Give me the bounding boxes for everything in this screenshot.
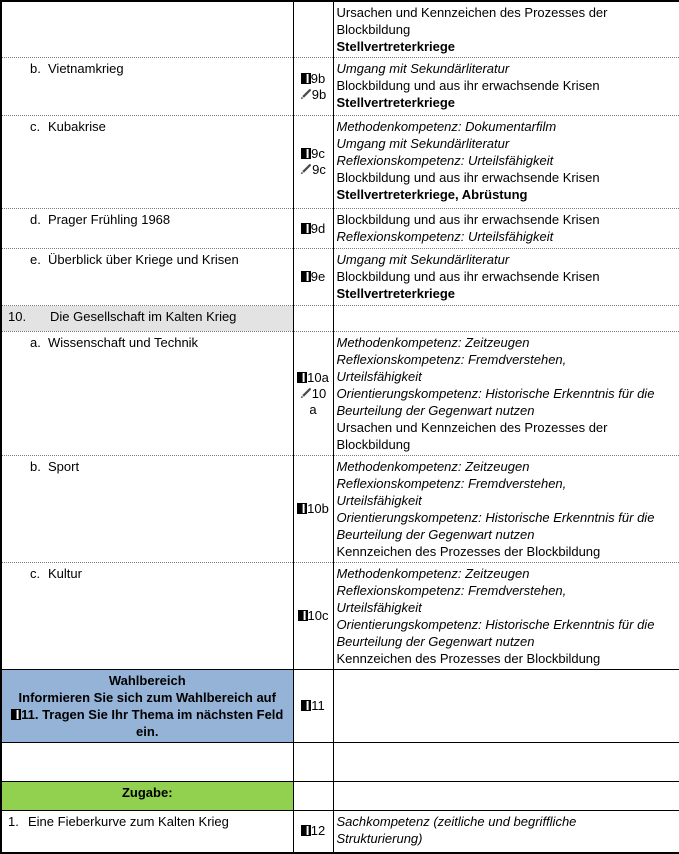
content-line: Sachkompetenz (zeitliche und begriffliche: [336, 814, 577, 829]
content-line: Urteilsfähigkeit: [336, 493, 422, 508]
list-marker: c.: [30, 119, 41, 134]
row-empty: [1, 743, 679, 782]
topic-cell[interactable]: [1, 1, 293, 58]
video-icon: [297, 372, 307, 383]
ref-cell[interactable]: [293, 306, 333, 332]
row-wahlbereich: [1, 670, 679, 743]
ref-number: 9c: [312, 162, 326, 177]
topic-cell[interactable]: [1, 116, 293, 209]
zugabe-label: Zugabe:: [121, 785, 173, 800]
content-line: Reflexionskompetenz: Urteilsfähigkeit: [336, 153, 554, 168]
ref-cell[interactable]: [293, 743, 333, 782]
content-line: Stellvertreterkriege: [336, 39, 456, 54]
ref-number: 9d: [310, 220, 326, 236]
topic-cell[interactable]: [1, 58, 293, 116]
content-line: Blockbildung und aus ihr erwachsende Krisen: [336, 269, 600, 284]
competency-cell[interactable]: [333, 670, 679, 743]
competency-cell[interactable]: [333, 249, 679, 306]
ref-cell[interactable]: [293, 209, 333, 249]
content-line: Ursachen und Kennzeichen des Prozesses der: [336, 420, 608, 435]
video-ref[interactable]: [295, 269, 332, 285]
pencil-icon: [300, 387, 312, 399]
content-line: Blockbildung und aus ihr erwachsende Krisen: [336, 78, 600, 93]
ref-cell[interactable]: [293, 811, 333, 853]
row-sport: [1, 456, 679, 563]
content-line: Stellvertreterkriege: [336, 95, 456, 110]
pencil-icon: [300, 88, 312, 100]
list-marker: a.: [30, 335, 41, 350]
video-icon: [301, 825, 311, 836]
content-line: Orientierungskompetenz: Historische Erkenntnis für die: [336, 617, 655, 632]
list-marker: b.: [30, 61, 41, 76]
video-icon: [298, 610, 308, 621]
section-header-cell[interactable]: [1, 306, 293, 332]
ref-cell[interactable]: [293, 58, 333, 116]
row-section-gesellschaft: [1, 306, 679, 332]
competency-cell[interactable]: [333, 563, 679, 670]
ref-number-wrap: a: [309, 401, 317, 417]
competency-cell[interactable]: [333, 116, 679, 209]
content-line: Reflexionskompetenz: Fremdverstehen,: [336, 583, 567, 598]
content-line: Blockbildung: [336, 437, 411, 452]
content-line: Reflexionskompetenz: Fremdverstehen,: [336, 352, 567, 367]
video-ref[interactable]: [295, 823, 332, 839]
ref-cell[interactable]: [293, 116, 333, 209]
list-marker: e.: [30, 252, 41, 267]
content-line: Methodenkompetenz: Zeitzeugen: [336, 459, 530, 474]
topic-cell[interactable]: [1, 456, 293, 563]
ref-number: 11: [311, 698, 325, 713]
row-kubakrise: [1, 116, 679, 209]
ref-number: 9c: [311, 146, 325, 161]
topic-label: Kultur: [48, 566, 82, 581]
ref-number: 12: [310, 823, 326, 839]
topic-label: Sport: [48, 459, 80, 474]
topic-label: Überblick über Kriege und Krisen: [48, 252, 239, 267]
video-icon: [301, 700, 311, 711]
video-icon: [301, 223, 311, 234]
content-line: Stellvertreterkriege, Abrüstung: [336, 187, 528, 202]
row-wissenschaft-technik: [1, 332, 679, 456]
video-ref[interactable]: [295, 71, 332, 87]
wahlbereich-text-line: Informieren Sie sich zum Wahlbereich auf: [18, 690, 276, 705]
topic-cell[interactable]: [1, 563, 293, 670]
row-vietnamkrieg: [1, 58, 679, 116]
row-zugabe: [1, 782, 679, 811]
content-line: Beurteilung der Gegenwart nutzen: [336, 634, 535, 649]
topic-cell[interactable]: [1, 811, 293, 853]
video-icon: [301, 73, 311, 84]
wahlbereich-text-line: ein.: [136, 724, 159, 739]
wahlbereich-text-line: 11. Tragen Sie Ihr Thema im nächsten Feld: [4, 706, 291, 723]
competency-cell[interactable]: [333, 782, 679, 811]
content-line: Methodenkompetenz: Dokumentarfilm: [336, 119, 557, 134]
content-line: Urteilsfähigkeit: [336, 369, 422, 384]
section-title: Die Gesellschaft im Kalten Krieg: [50, 309, 237, 324]
competency-cell[interactable]: [333, 811, 679, 853]
list-marker: b.: [30, 459, 41, 474]
ref-cell[interactable]: [293, 563, 333, 670]
content-line: Orientierungskompetenz: Historische Erkenntnis für die: [336, 386, 655, 401]
topic-label: Prager Frühling 1968: [48, 212, 171, 227]
ref-cell[interactable]: [293, 249, 333, 306]
list-marker: d.: [30, 212, 41, 227]
pencil-ref[interactable]: [295, 162, 332, 178]
pencil-icon: [300, 163, 312, 175]
video-icon: [297, 503, 307, 514]
wahlbereich-title: Wahlbereich: [108, 673, 186, 688]
zugabe-cell[interactable]: [1, 782, 293, 811]
ref-cell[interactable]: [293, 1, 333, 58]
ref-cell[interactable]: [293, 456, 333, 563]
row-ueberblick: [1, 249, 679, 306]
pencil-ref[interactable]: [295, 386, 332, 402]
content-line: Orientierungskompetenz: Historische Erkenntnis für die: [336, 510, 655, 525]
section-number: 10.: [8, 309, 27, 324]
list-marker: c.: [30, 566, 41, 581]
topic-cell[interactable]: [1, 209, 293, 249]
ref-cell[interactable]: [293, 670, 333, 743]
topic-cell[interactable]: [1, 249, 293, 306]
content-line: Beurteilung der Gegenwart nutzen: [336, 527, 535, 542]
competency-cell[interactable]: [333, 332, 679, 456]
content-line: Umgang mit Sekundärliteratur: [336, 136, 510, 151]
content-line: Methodenkompetenz: Zeitzeugen: [336, 566, 530, 581]
competency-cell[interactable]: [333, 456, 679, 563]
row-fieberkurve: [1, 811, 679, 853]
ref-number: 10c: [307, 608, 329, 623]
ref-number: 9b: [311, 86, 327, 102]
ref-number: 9b: [310, 70, 326, 86]
ref-number: 10: [311, 385, 327, 401]
topic-label: Eine Fieberkurve zum Kalten Krieg: [28, 814, 229, 829]
content-line: Blockbildung und aus ihr erwachsende Krisen: [336, 212, 600, 227]
video-ref[interactable]: [295, 221, 332, 237]
topic-label: Kubakrise: [48, 119, 106, 134]
wahlbereich-cell[interactable]: [1, 670, 293, 743]
content-line: Kennzeichen des Prozesses der Blockbildung: [336, 651, 601, 666]
video-ref[interactable]: [295, 146, 332, 162]
content-line: Kennzeichen des Prozesses der Blockbildung: [336, 544, 601, 559]
ref-number: 10a: [307, 369, 329, 385]
table-row: [1, 1, 679, 58]
content-line: Ursachen und Kennzeichen des Prozesses der: [336, 5, 608, 20]
video-icon: [11, 709, 21, 720]
video-icon: [301, 148, 311, 159]
competency-cell[interactable]: [333, 209, 679, 249]
content-line: Blockbildung: [336, 22, 411, 37]
content-line: Umgang mit Sekundärliteratur: [336, 252, 510, 267]
content-line: Reflexionskompetenz: Urteilsfähigkeit: [336, 229, 554, 244]
competency-cell[interactable]: [333, 306, 679, 332]
ref-cell[interactable]: [293, 782, 333, 811]
ref-cell[interactable]: [293, 332, 333, 456]
content-line: Blockbildung und aus ihr erwachsende Krisen: [336, 170, 600, 185]
topic-label: Wissenschaft und Technik: [48, 335, 199, 350]
competency-cell[interactable]: [333, 743, 679, 782]
content-line: Methodenkompetenz: Zeitzeugen: [336, 335, 530, 350]
ref-number: 9e: [310, 269, 326, 284]
pencil-ref[interactable]: [295, 87, 332, 103]
topic-cell[interactable]: [1, 332, 293, 456]
list-marker: 1.: [8, 814, 19, 829]
video-icon: [301, 271, 311, 282]
competency-cell[interactable]: [333, 58, 679, 116]
ref-number: 10b: [307, 501, 329, 516]
topic-cell[interactable]: [1, 743, 293, 782]
competency-cell[interactable]: [333, 1, 679, 58]
topic-label: Vietnamkrieg: [48, 61, 124, 76]
content-line: Umgang mit Sekundärliteratur: [336, 61, 510, 76]
content-line: Reflexionskompetenz: Fremdverstehen,: [336, 476, 567, 491]
content-line: Stellvertreterkriege: [336, 286, 456, 301]
content-line: Strukturierung): [336, 831, 423, 846]
content-line: Urteilsfähigkeit: [336, 600, 422, 615]
content-line: Beurteilung der Gegenwart nutzen: [336, 403, 535, 418]
row-kultur: [1, 563, 679, 670]
video-ref[interactable]: [295, 608, 332, 624]
video-ref[interactable]: [295, 370, 332, 386]
video-ref[interactable]: [295, 698, 332, 714]
row-prager-fruehling: [1, 209, 679, 249]
video-ref[interactable]: [295, 501, 332, 517]
